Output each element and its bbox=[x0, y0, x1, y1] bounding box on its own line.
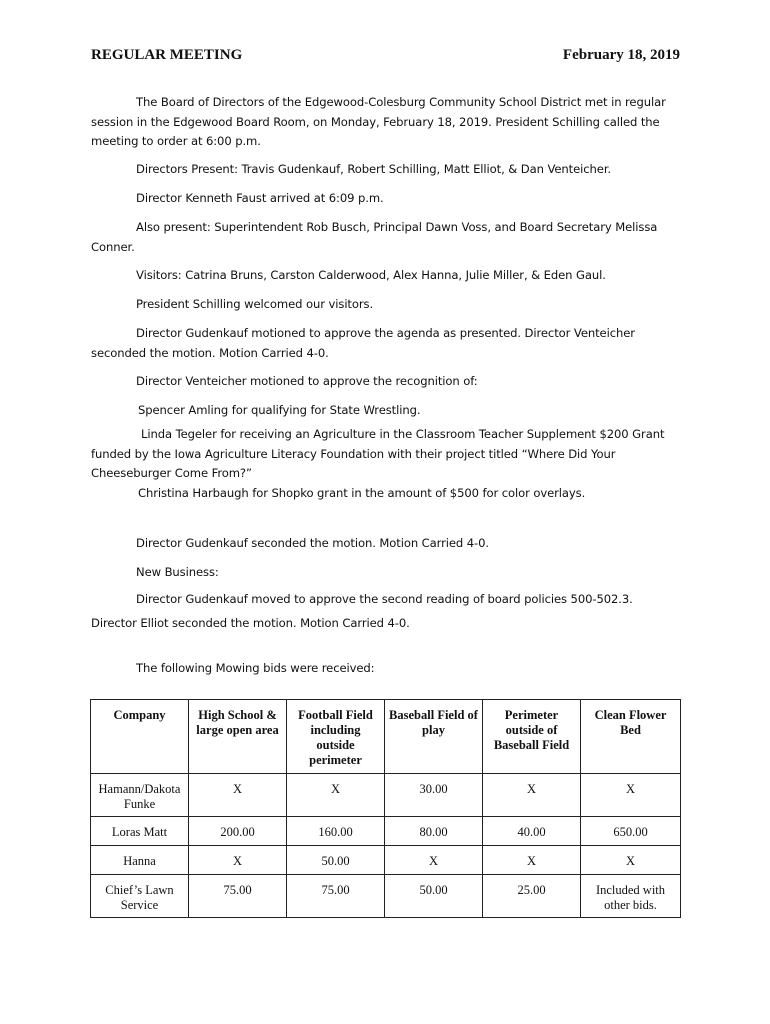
meeting-type-heading: REGULAR MEETING bbox=[91, 47, 243, 63]
table-cell: 75.00 bbox=[287, 875, 385, 918]
table-cell: 650.00 bbox=[581, 817, 681, 846]
directors-present-paragraph: Directors Present: Travis Gudenkauf, Robert Schilling, Matt Elliot, & Dan Venteicher. bbox=[136, 162, 612, 176]
table-cell: X bbox=[385, 846, 483, 875]
table-cell: X bbox=[189, 846, 287, 875]
table-cell: Loras Matt bbox=[91, 817, 189, 846]
header-baseball-field: Baseball Field of play bbox=[385, 700, 483, 774]
header-high-school: High School & large open area bbox=[189, 700, 287, 774]
table-cell: 50.00 bbox=[287, 846, 385, 875]
recognition-spencer: Spencer Amling for qualifying for State Wrestling. bbox=[138, 403, 421, 417]
mowing-bids-intro: The following Mowing bids were received: bbox=[136, 661, 375, 675]
table-cell: X bbox=[287, 774, 385, 817]
agenda-motion-paragraph: Director Gudenkauf motioned to approve the agenda as presented. Director Venteicher seconded the motion. Motion Carried 4-0. bbox=[91, 326, 635, 360]
table-cell: 200.00 bbox=[189, 817, 287, 846]
new-business-heading: New Business: bbox=[136, 565, 219, 579]
policies-motion-paragraph: Director Gudenkauf moved to approve the second reading of board policies 500-502.3. Director Elliot seconded the motion. Motion Carried 4-0. bbox=[91, 592, 633, 630]
table-cell: 40.00 bbox=[483, 817, 581, 846]
welcome-paragraph: President Schilling welcomed our visitors. bbox=[136, 297, 374, 311]
table-cell: 75.00 bbox=[189, 875, 287, 918]
table-row bbox=[91, 875, 681, 918]
table-cell: Included with other bids. bbox=[581, 875, 681, 918]
recognition-motion-paragraph: Director Venteicher motioned to approve the recognition of: bbox=[136, 374, 478, 388]
recognition-christina: Christina Harbaugh for Shopko grant in the amount of $500 for color overlays. bbox=[138, 486, 586, 500]
table-row bbox=[91, 774, 681, 817]
header-perimeter: Perimeter outside of Baseball Field bbox=[483, 700, 581, 774]
table-cell: X bbox=[483, 774, 581, 817]
also-present-paragraph: Also present: Superintendent Rob Busch, Principal Dawn Voss, and Board Secretary Melissa Conner. bbox=[91, 220, 658, 254]
table-cell: 50.00 bbox=[385, 875, 483, 918]
table-cell: Hanna bbox=[91, 846, 189, 875]
visitors-paragraph: Visitors: Catrina Bruns, Carston Calderwood, Alex Hanna, Julie Miller, & Eden Gaul. bbox=[136, 268, 606, 282]
table-cell: X bbox=[483, 846, 581, 875]
table-cell: Chief’s Lawn Service bbox=[91, 875, 189, 918]
table-row bbox=[91, 817, 681, 846]
table-cell: 30.00 bbox=[385, 774, 483, 817]
table-cell: X bbox=[189, 774, 287, 817]
table-cell: X bbox=[581, 846, 681, 875]
table-cell: 160.00 bbox=[287, 817, 385, 846]
meeting-date-heading: February 18, 2019 bbox=[562, 47, 680, 63]
table-cell: 25.00 bbox=[483, 875, 581, 918]
header-company: Company bbox=[91, 700, 189, 774]
table-cell: X bbox=[581, 774, 681, 817]
table-header-row bbox=[91, 700, 681, 774]
recognition-seconded-paragraph: Director Gudenkauf seconded the motion. Motion Carried 4-0. bbox=[136, 536, 490, 550]
intro-paragraph: The Board of Directors of the Edgewood-Colesburg Community School District met in regular session in the Edgewood Board Room, on Monday, February 18, 2019. President Schilling called the meeting to order at 6:00 p.m. bbox=[91, 95, 666, 148]
table-row bbox=[91, 846, 681, 875]
director-arrived-paragraph: Director Kenneth Faust arrived at 6:09 p.m. bbox=[136, 191, 384, 205]
table-cell: 80.00 bbox=[385, 817, 483, 846]
mowing-bids-table bbox=[90, 699, 681, 918]
header-football-field: Football Field including outside perimeter bbox=[287, 700, 385, 774]
header-flower-bed: Clean Flower Bed bbox=[581, 700, 681, 774]
table-cell: Hamann/Dakota Funke bbox=[91, 774, 189, 817]
recognition-linda: Linda Tegeler for receiving an Agriculture in the Classroom Teacher Supplement $200 Grant funded by the Iowa Agriculture Literacy Foundation with their project titled “Where Did Your Cheeseburger Come From?” bbox=[91, 427, 665, 480]
